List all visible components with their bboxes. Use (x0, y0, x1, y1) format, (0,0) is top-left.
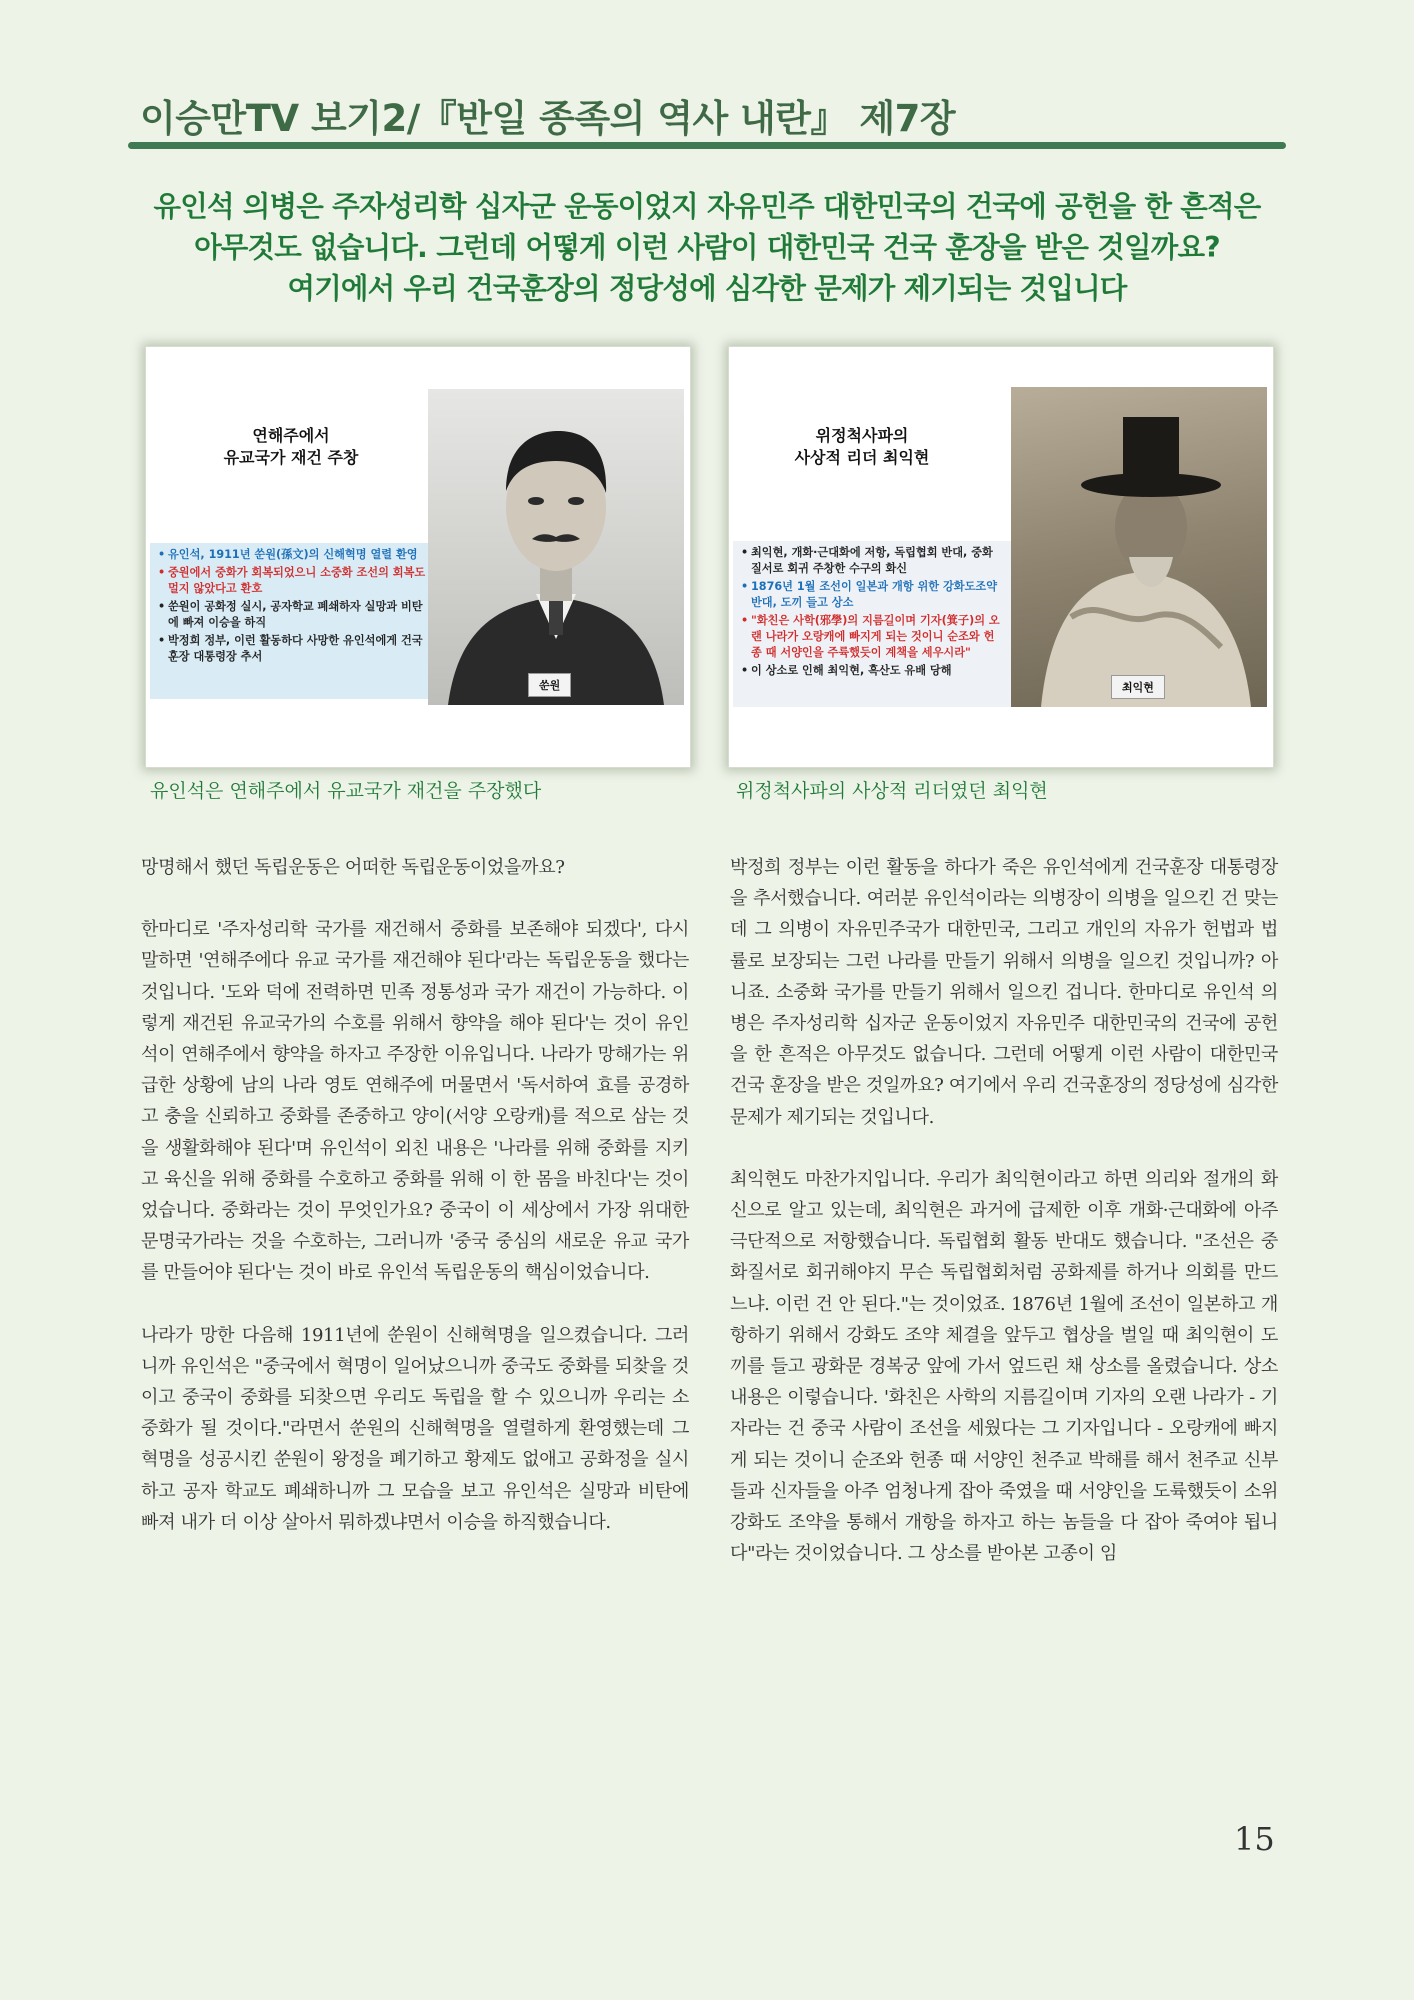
body-column-right (730, 852, 1278, 1600)
headline (100, 186, 1314, 309)
bullet-item: • "화친은 사학(邪學)의 지름길이며 기자(箕子)의 오랜 나라가 오랑캐에 빠지게 되는 것이니 순조와 헌종 때 서양인을 주륙했듯이 계책을 세우시라" (741, 613, 1005, 661)
bullet-item: • 중원에서 중화가 회복되었으니 소중화 조선의 회복도 멀지 않았다고 환호 (158, 565, 426, 597)
figure-title-line: 유교국가 재건 주창 (223, 448, 359, 467)
bullet-item: • 쑨원이 공화정 실시, 공자학교 폐쇄하자 실망과 비탄에 빠져 이승을 하직 (158, 599, 426, 631)
figure-title-line: 연해주에서 (252, 426, 330, 445)
page-number: 15 (1234, 1820, 1275, 1858)
figure-choi-ikhyeon (728, 346, 1274, 768)
body-paragraph: 망명해서 했던 독립운동은 어떠한 독립운동이었을까요? (141, 857, 565, 878)
bullet-item: • 최익현, 개화·근대화에 저항, 독립협회 반대, 중화 질서로 회귀 주창한 수구의 화신 (741, 545, 1005, 577)
body-column-left (141, 852, 689, 1569)
figure-title (166, 425, 416, 469)
photo-label: 최익현 (1111, 675, 1165, 699)
figure-caption: 위정척사파의 사상적 리더였던 최익현 (736, 780, 1048, 802)
photo-label: 쑨원 (528, 673, 571, 697)
body-paragraph: 박정희 정부는 이런 활동을 하다가 죽은 유인석에게 건국훈장 대통령장을 추서했습니다. 여러분 유인석이라는 의병장이 의병을 일으킨 건 맞는데 그 의병이 자유민주국가 대한민국, 그리고 개인의 자유가 헌법과 법률로 보장되는 그런 나라를 만들기 위해서 의병을 일으킨 것입니까? 아니죠. 소중화 국가를 만들기 위해서 일으킨 겁니다. 한마디로 유인석 의병은 주자성리학 십자군 운동이었지 자유민주 대한민국의 건국에 공헌을 한 흔적은 아무것도 없습니다. 그런데 어떻게 이런 사람이 대한민국 건국 훈장을 받은 것일까요? 여기에서 우리 건국훈장의 정당성에 심각한 문제가 제기되는 것입니다. (730, 857, 1278, 1128)
figure-bullet-list (150, 543, 432, 699)
figure-title-line: 사상적 리더 최익현 (794, 448, 930, 467)
figure-caption: 유인석은 연해주에서 유교국가 재건을 주장했다 (150, 780, 542, 802)
portrait-figure-icon (428, 389, 684, 705)
page-header-title: 이승만TV 보기2/『반일 종족의 역사 내란』 제7장 (140, 97, 956, 140)
header-divider (128, 142, 1286, 149)
figure-title (737, 425, 987, 469)
headline-line: 여기에서 우리 건국훈장의 정당성에 심각한 문제가 제기되는 것입니다 (287, 272, 1127, 305)
headline-line: 유인석 의병은 주자성리학 십자군 운동이었지 자유민주 대한민국의 건국에 공헌을 한 흔적은 (153, 190, 1261, 223)
figure-title-line: 위정척사파의 (815, 426, 909, 445)
portrait-photo (1011, 387, 1267, 707)
body-paragraph: 최익현도 마찬가지입니다. 우리가 최익현이라고 하면 의리와 절개의 화신으로 알고 있는데, 최익현은 과거에 급제한 이후 개화·근대화에 아주 극단적으로 저항했습니다. 독립협회 활동 반대도 했습니다. "조선은 중화질서로 회귀해야지 무슨 독립협회처럼 공화제를 하거나 의회를 만드느냐. 이런 건 안 된다."는 것이었죠. 1876년 1월에 조선이 일본하고 개항하기 위해서 강화도 조약 체결을 앞두고 협상을 벌일 때 최익현이 도끼를 들고 광화문 경복궁 앞에 가서 엎드린 채 상소를 올렸습니다. 상소 내용은 이렇습니다. '화친은 사학의 지름길이며 기자의 오랜 나라가 - 기자라는 건 중국 사람이 조선을 세웠다는 그 기자입니다 - 오랑캐에 빠지게 되는 것이니 순조와 헌종 때 서양인 천주교 박해를 해서 천주교 신부들과 신자들을 아주 엄청나게 잡아 죽였을 때 서양인을 도륙했듯이 소위 강화도 조약을 통해서 개항을 하자고 하는 놈들을 다 잡아 죽여야 됩니다"라는 것이었습니다. 그 상소를 받아본 고종이 임 (730, 1168, 1278, 1565)
body-paragraph: 한마디로 '주자성리학 국가를 재건해서 중화를 보존해야 되겠다', 다시 말하면 '연해주에다 유교 국가를 재건해야 된다'라는 독립운동을 했다는 것입니다. '도와 덕에 전력하면 민족 정통성과 국가 재건이 가능하다. 이렇게 재건된 유교국가의 수호를 위해서 향약을 해야 된다'는 것이 유인석이 연해주에서 향약을 하자고 주장한 이유입니다. 나라가 망해가는 위급한 상황에 남의 나라 영토 연해주에 머물면서 '독서하여 효를 공경하고 충을 신뢰하고 중화를 존중하고 양이(서양 오랑캐)를 적으로 삼는 것을 생활화해야 된다'며 유인석이 외친 내용은 '나라를 위해 중화를 지키고 육신을 위해 중화를 수호하고 중화를 위해 이 한 몸을 바친다'는 것이었습니다. 중화라는 것이 무엇인가요? 중국이 이 세상에서 가장 위대한 문명국가라는 것을 수호하는, 그러니까 '중국 중심의 새로운 유교 국가를 만들어야 된다'는 것이 바로 유인석 독립운동의 핵심이었습니다. (141, 919, 689, 1284)
headline-line: 아무것도 없습니다. 그런데 어떻게 이런 사람이 대한민국 건국 훈장을 받은 것일까요? (194, 231, 1220, 264)
bullet-item: • 박정희 정부, 이런 활동하다 사망한 유인석에게 건국훈장 대통령장 추서 (158, 633, 426, 665)
bullet-item: • 이 상소로 인해 최익현, 흑산도 유배 당해 (741, 663, 1005, 679)
figure-bullet-list (733, 541, 1011, 707)
bullet-item: • 유인석, 1911년 쑨원(孫文)의 신해혁명 열렬 환영 (158, 547, 426, 563)
body-paragraph: 나라가 망한 다음해 1911년에 쑨원이 신해혁명을 일으켰습니다. 그러니까 유인석은 "중국에서 혁명이 일어났으니까 중국도 중화를 되찾을 것이고 중국이 중화를 되찾으면 우리도 독립을 할 수 있으니까 우리는 소중화가 될 것이다."라면서 쑨원의 신해혁명을 열렬하게 환영했는데 그 혁명을 성공시킨 쑨원이 왕정을 폐기하고 황제도 없애고 공화정을 실시하고 공자 학교도 폐쇄하니까 그 모습을 보고 유인석은 실망과 비탄에 빠져 내가 더 이상 살아서 뭐하겠냐면서 이승을 하직했습니다. (141, 1324, 689, 1533)
figure-yu-inseok (145, 346, 691, 768)
portrait-photo (428, 389, 684, 705)
seated-figure-icon (1011, 387, 1267, 707)
bullet-item: • 1876년 1월 조선이 일본과 개항 위한 강화도조약 반대, 도끼 들고 상소 (741, 579, 1005, 611)
